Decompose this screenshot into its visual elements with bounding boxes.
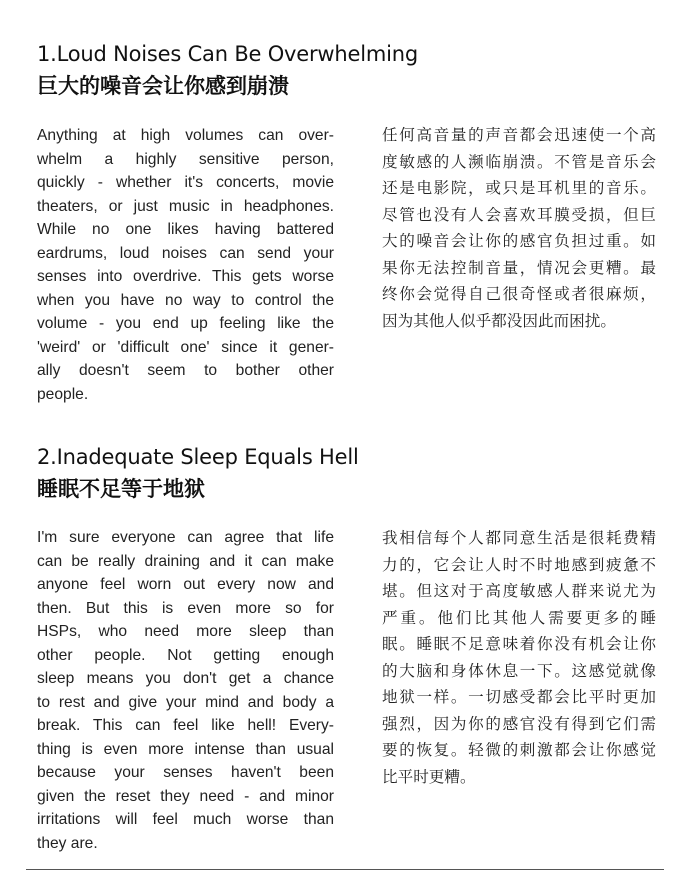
paragraph-line: 度敏感的人濒临崩溃。不管是音乐会 bbox=[382, 152, 656, 171]
paragraph-line: sleep means you don't get a chance bbox=[37, 670, 334, 687]
paragraph-line: 眠。睡眠不足意味着你没有机会让你 bbox=[382, 635, 656, 653]
paragraph-line: ally doesn't seem to bother other bbox=[37, 362, 334, 379]
paragraph-line: break. This can feel like hell! Every- bbox=[37, 717, 334, 734]
paragraph-line: eardrums, loud noises can send your bbox=[37, 244, 334, 262]
paragraph-line: 我相信每个人都同意生活是很耗费精 bbox=[382, 529, 656, 547]
paragraph-line: 的大脑和身体休息一下。这感觉就像 bbox=[382, 661, 656, 680]
paragraph-line: to rest and give your mind and body a bbox=[37, 693, 334, 711]
paragraph-line: theaters, or just music in headphones. bbox=[37, 197, 334, 215]
paragraph-line: 尽管也没有人会喜欢耳膜受损，但巨 bbox=[382, 205, 656, 224]
paragraph-line: 严重。他们比其他人需要更多的睡 bbox=[382, 608, 656, 627]
paragraph-line: given the reset they need - and minor bbox=[37, 787, 334, 805]
paragraph-line: 因为其他人似乎都没因此而困扰。 bbox=[382, 311, 616, 330]
paragraph-line: thing is even more intense than usual bbox=[37, 740, 334, 758]
paragraph-line: 还是电影院，或只是耳机里的音乐。 bbox=[382, 179, 656, 197]
section-1-title-en: 1.Loud Noises Can Be Overwhelming bbox=[37, 42, 418, 66]
paragraph-line: whelm a highly sensitive person, bbox=[37, 150, 334, 168]
paragraph-line: 任何高音量的声音都会迅速使一个高 bbox=[382, 126, 656, 144]
paragraph-line: irritations will feel much worse than bbox=[37, 811, 334, 828]
paragraph-line: 强烈，因为你的感官没有得到它们需 bbox=[382, 714, 656, 733]
section-1-body-zh bbox=[382, 122, 656, 334]
paragraph-line: 果你无法控制音量，情况会更糟。最 bbox=[382, 258, 656, 277]
paragraph-line: can be really draining and it can make bbox=[37, 552, 334, 570]
paragraph-line: other people. Not getting enough bbox=[37, 646, 334, 664]
section-1-body-en bbox=[37, 124, 334, 406]
paragraph-line: then. But this is even more so for bbox=[37, 599, 334, 617]
paragraph-line: they are. bbox=[37, 834, 98, 852]
paragraph-line: anyone feel worn out every now and bbox=[37, 576, 334, 593]
paragraph-line: 'weird' or 'difficult one' since it gener- bbox=[37, 338, 334, 356]
section-2-body-zh bbox=[382, 525, 656, 790]
paragraph-line: While no one likes having battered bbox=[37, 221, 334, 238]
paragraph-line: HSPs, who need more sleep than bbox=[37, 623, 334, 640]
paragraph-line: 终你会觉得自己很奇怪或者很麻烦， bbox=[382, 285, 656, 303]
paragraph-line: 地狱一样。一切感受都会比平时更加 bbox=[382, 688, 656, 706]
paragraph-line: 力的，它会让人时不时地感到疲惫不 bbox=[382, 555, 656, 574]
paragraph-line: when you have no way to control the bbox=[37, 291, 334, 309]
section-2-title-zh: 睡眠不足等于地狱 bbox=[37, 477, 205, 501]
bottom-divider bbox=[26, 869, 664, 870]
paragraph-line: volume - you end up feeling like the bbox=[37, 315, 334, 332]
paragraph-line: 比平时更糟。 bbox=[382, 767, 476, 786]
paragraph-line: quickly - whether it's concerts, movie bbox=[37, 174, 334, 191]
paragraph-line: 堪。但这对于高度敏感人群来说尤为 bbox=[382, 582, 656, 600]
paragraph-line: people. bbox=[37, 385, 89, 403]
section-2-body-en bbox=[37, 526, 334, 855]
paragraph-line: I'm sure everyone can agree that life bbox=[37, 529, 334, 546]
section-1-title-zh: 巨大的噪音会让你感到崩溃 bbox=[37, 74, 289, 98]
paragraph-line: 大的噪音会让你的感官负担过重。如 bbox=[382, 232, 656, 250]
paragraph-line: senses into overdrive. This gets worse bbox=[37, 268, 334, 285]
paragraph-line: Anything at high volumes can over- bbox=[37, 127, 334, 144]
paragraph-line: 要的恢复。轻微的刺激都会让你感觉 bbox=[382, 741, 656, 759]
paragraph-line: because your senses haven't been bbox=[37, 764, 334, 781]
section-2-title-en: 2.Inadequate Sleep Equals Hell bbox=[37, 445, 359, 469]
